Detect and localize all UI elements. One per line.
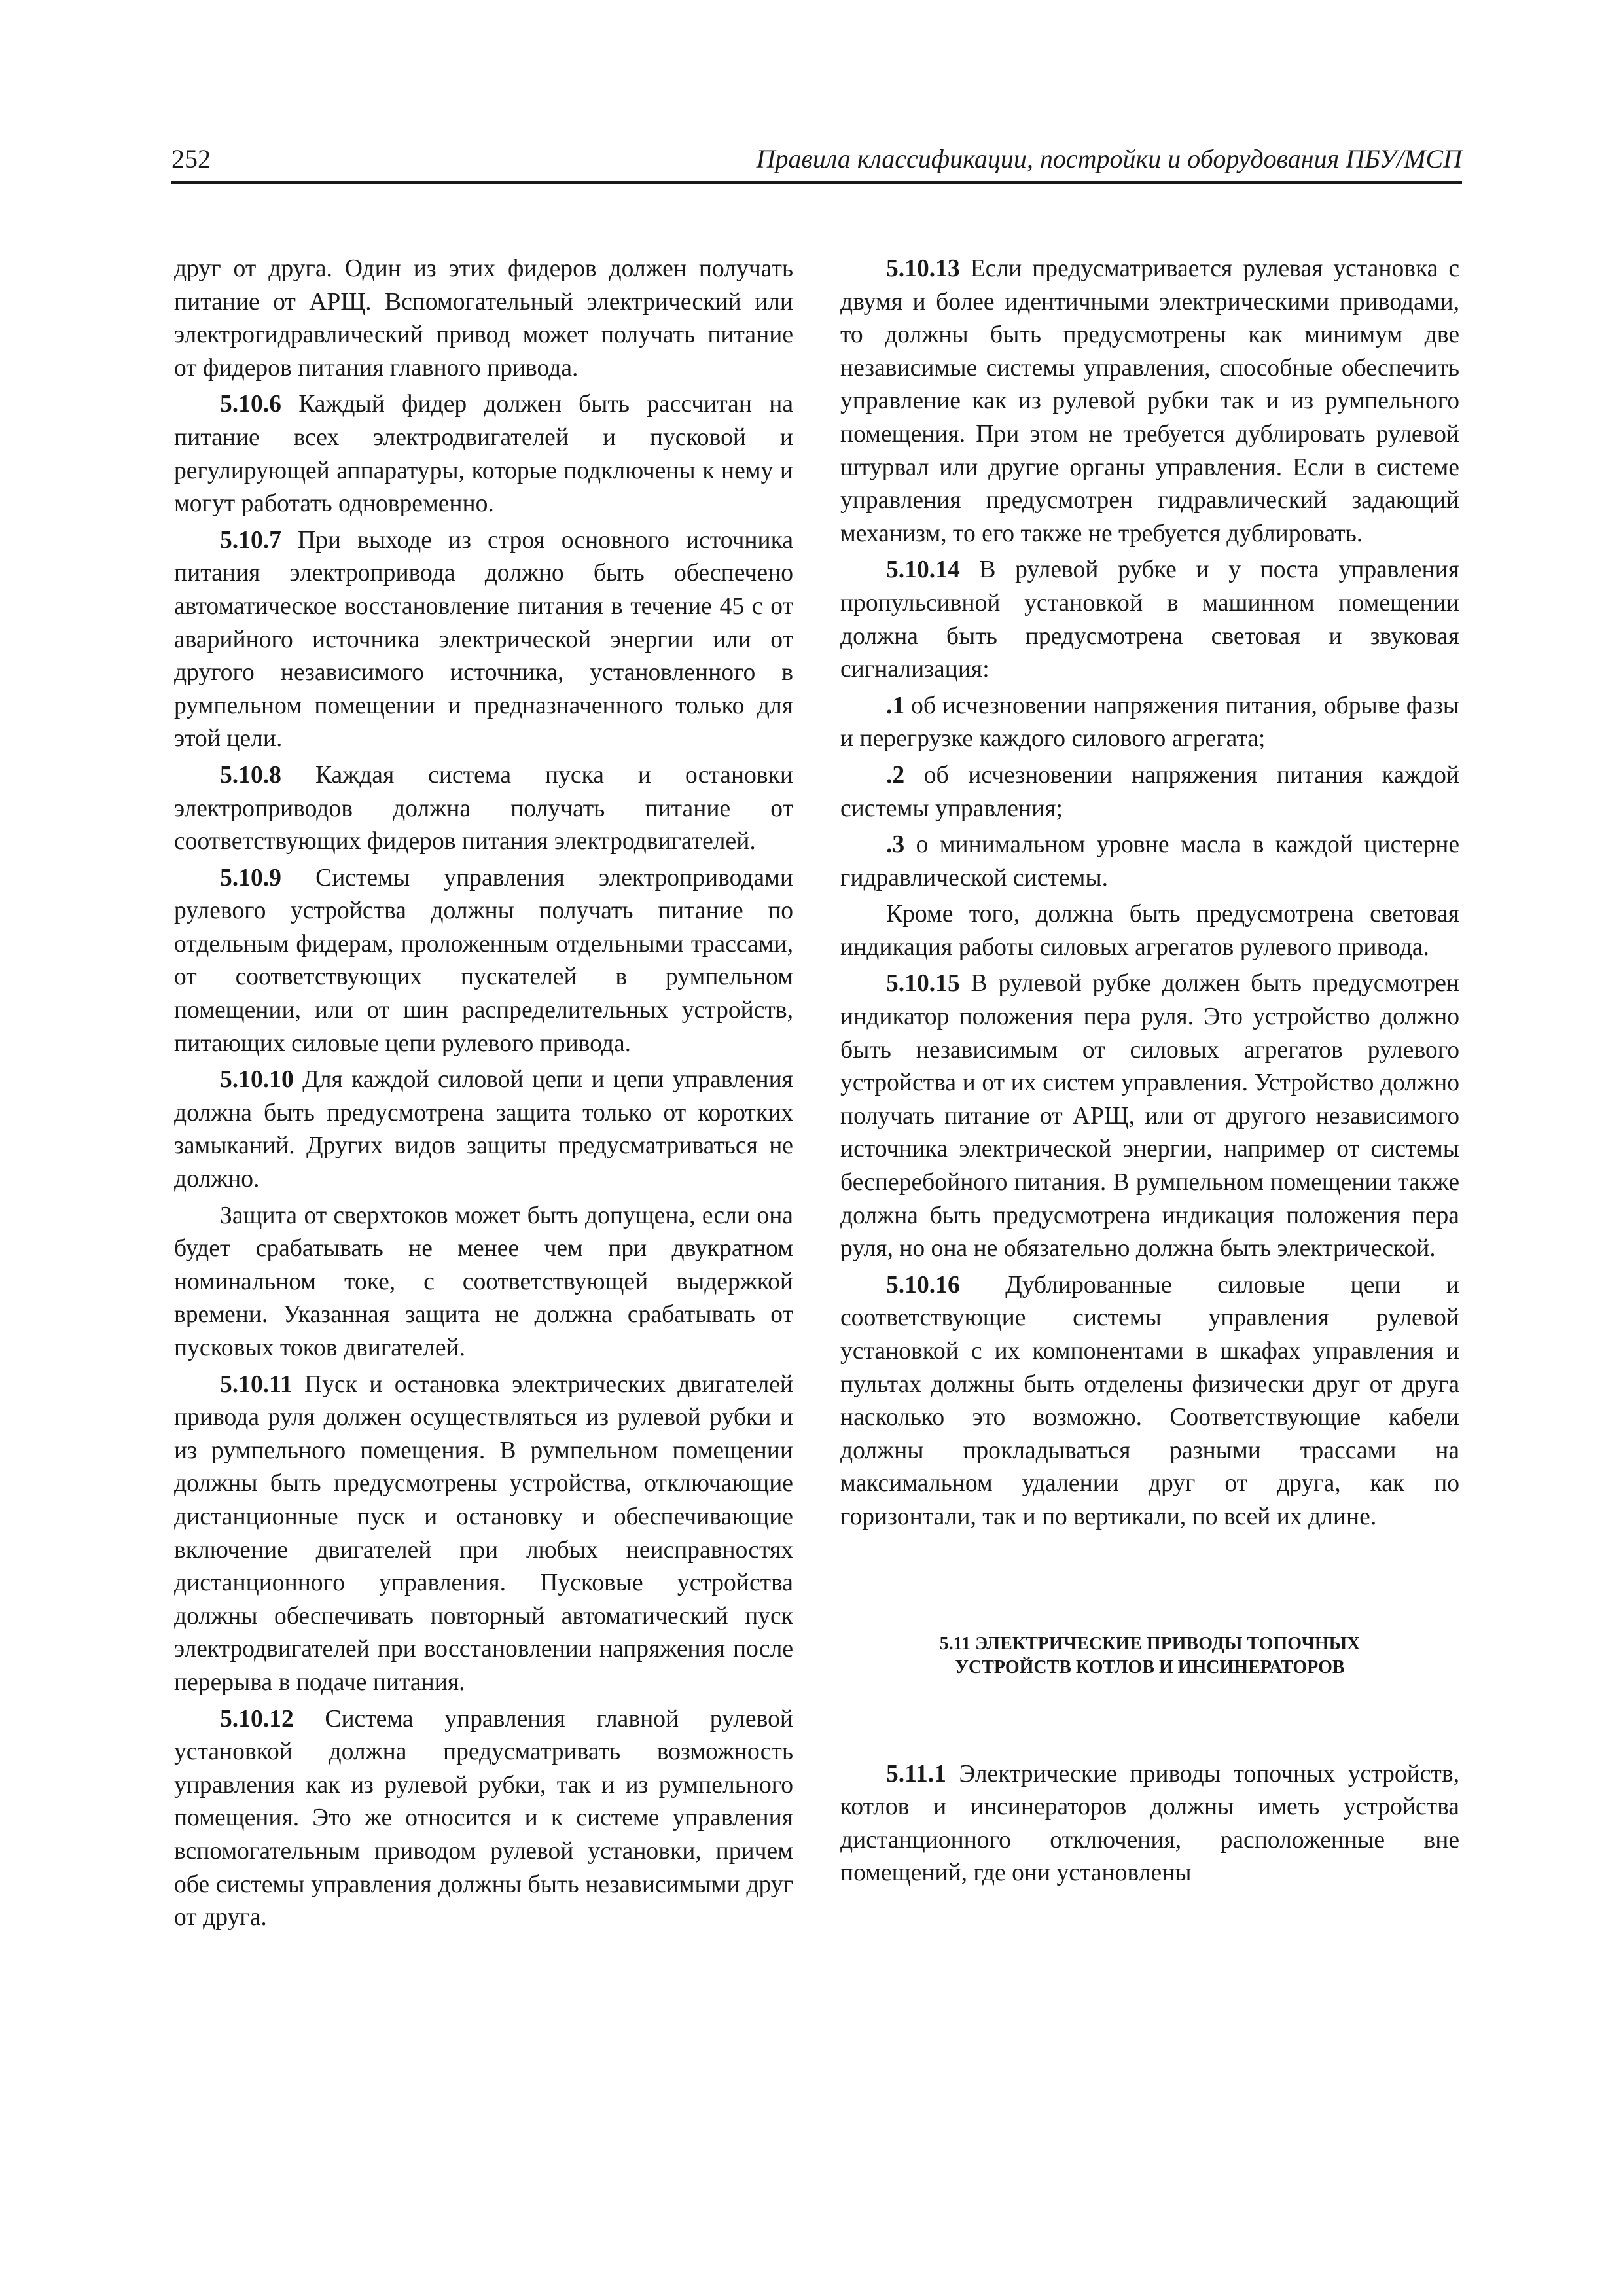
paragraph	[840, 1758, 1459, 1890]
list-item-text: об исчезновении напряжения питания, обрыве фазы и перегрузке каждого силового агрегата;	[840, 692, 1459, 753]
paragraph	[174, 862, 793, 1061]
clause-number: 5.10.15	[886, 970, 960, 997]
clause-number: 5.10.10	[220, 1066, 294, 1094]
list-item-number: .2	[886, 761, 905, 789]
running-title: Правила классификации, постройки и оборудования ПБУ/МСП	[756, 144, 1462, 173]
clause-number: 5.10.6	[220, 391, 281, 418]
paragraph-text: В рулевой рубке и у поста управления пропульсивной установкой в машинном помещении должна быть предусмотрена световая и звуковая сигнализация:	[840, 556, 1459, 683]
clause-number: 5.10.12	[220, 1705, 294, 1732]
list-item-text: о минимальном уровне масла в каждой цистерне гидравлической системы.	[840, 831, 1459, 891]
paragraph	[840, 1269, 1459, 1534]
list-item	[840, 829, 1459, 895]
paragraph-text: друг от друга. Один из этих фидеров должен получать питание от АРЩ. Вспомогательный электрический или электрогидравлический привод может получать питание от фидеров питания главного привода.	[174, 255, 793, 382]
list-item-text: об исчезновении напряжения питания каждой системы управления;	[840, 761, 1459, 822]
list-item-number: .1	[886, 692, 905, 719]
list-item	[840, 690, 1459, 756]
section-title	[840, 1632, 1459, 1679]
right-column	[840, 253, 1459, 1893]
list-item	[840, 759, 1459, 825]
paragraph	[174, 1703, 793, 1935]
section-title-line: УСТРОЙСТВ КОТЛОВ И ИНСИНЕРАТОРОВ	[955, 1657, 1345, 1677]
clause-number: 5.10.9	[220, 864, 281, 891]
paragraph	[840, 554, 1459, 686]
page-number: 252	[171, 144, 211, 173]
paragraph-text: Дублированные силовые цепи и соответствующие системы управления рулевой установкой с их компонентами в шкафах управления и пультах должны быть отделены физически друг от друга насколько это возможно. Соответствующие кабели должны прокладываться разными трассами на максимальном удалении друг от друга, как по горизонтали, так и по вертикали, по всей их длине.	[840, 1271, 1459, 1530]
section-title-line: 5.11 ЭЛЕКТРИЧЕСКИЕ ПРИВОДЫ ТОПОЧНЫХ	[939, 1633, 1361, 1654]
paragraph	[174, 253, 793, 385]
paragraph	[840, 898, 1459, 964]
paragraph	[840, 253, 1459, 550]
clause-number: 5.10.14	[886, 556, 960, 584]
paragraph-text: Системы управления электроприводами рулевого устройства должны получать питание по отдельным фидерам, проложенным отдельными трассами, от соответствующих пускателей в румпельном помещении, или от шин распределительных устройств, питающих силовые цепи рулевого привода.	[174, 864, 793, 1057]
paragraph-text: Если предусматривается рулевая установка с двумя и более идентичными электрическими приводами, то должны быть предусмотрены как минимум две независимые системы управления, способные обеспечить управление как из рулевой рубки так и из румпельного помещения. При этом не требуется дублировать рулевой штурвал или другие органы управления. Если в системе управления предусмотрен гидравлический задающий механизм, то его также не требуется дублировать.	[840, 255, 1459, 547]
paragraph	[174, 1064, 793, 1196]
paragraph-text: Кроме того, должна быть предусмотрена световая индикация работы силовых агрегатов рулевого привода.	[840, 901, 1459, 961]
paragraph-text: Система управления главной рулевой установкой должна предусматривать возможность управления как из рулевой рубки, так и из румпельного помещения. Это же относится и к системе управления вспомогательным приводом рулевой установки, причем обе системы управления должны быть независимыми друг от друга.	[174, 1705, 793, 1931]
clause-number: 5.10.11	[220, 1371, 293, 1398]
clause-number: 5.10.16	[886, 1271, 960, 1299]
paragraph	[174, 759, 793, 859]
paragraph-text: Для каждой силовой цепи и цепи управления должна быть предусмотрена защита только от коротких замыканий. Других видов защиты предусматриваться не должно.	[174, 1066, 793, 1193]
clause-number: 5.11.1	[886, 1760, 946, 1787]
paragraph	[840, 967, 1459, 1265]
paragraph	[174, 388, 793, 520]
page-header	[171, 143, 1462, 184]
clause-number: 5.10.13	[886, 255, 960, 282]
clause-number: 5.10.8	[220, 761, 281, 789]
list-item-number: .3	[886, 831, 905, 859]
paragraph-text: В рулевой рубке должен быть предусмотрен индикатор положения пера руля. Это устройство должно быть независимым от силовых агрегатов рулевого устройства и от их систем управления. Устройство должно получать питание от АРЩ, или от другого независимого источника электрической энергии, например от системы бесперебойного питания. В румпельном помещении также должна быть предусмотрена индикация положения пера руля, но она не обязательно должна быть электрической.	[840, 970, 1459, 1263]
paragraph-text: Пуск и остановка электрических двигателей привода руля должен осуществляться из рулевой рубки и из румпельного помещения. В румпельном помещении должны быть предусмотрены устройства, отключающие дистанционные пуск и остановку и обеспечивающие включение двигателей при любых неисправностях дистанционного управления. Пусковые устройства должны обеспечивать повторный автоматический пуск электродвигателей при восстановлении напряжения после перерыва в подаче питания.	[174, 1371, 793, 1696]
paragraph-text: Каждый фидер должен быть рассчитан на питание всех электродвигателей и пусковой и регулирующей аппаратуры, которые подключены к нему и могут работать одновременно.	[174, 391, 793, 518]
paragraph	[174, 1369, 793, 1700]
paragraph-text: При выходе из строя основного источника питания электропривода должно быть обеспечено автоматическое восстановление питания в течение 45 с от аварийного источника электрической энергии или от другого независимого источника, установленного в румпельном помещении и предназначенного только для этой цели.	[174, 526, 793, 753]
clause-number: 5.10.7	[220, 526, 281, 554]
left-column	[174, 253, 793, 1938]
paragraph	[174, 1200, 793, 1365]
paragraph-text: Каждая система пуска и остановки электроприводов должна получать питание от соответствующих фидеров питания электродвигателей.	[174, 761, 793, 855]
paragraph-text: Защита от сверхтоков может быть допущена, если она будет срабатывать не менее чем при двукратном номинальном токе, с соответствующей выдержкой времени. Указанная защита не должна срабатывать от пусковых токов двигателей.	[174, 1202, 793, 1361]
paragraph	[174, 524, 793, 756]
paragraph-text: Электрические приводы топочных устройств, котлов и инсинераторов должны иметь устройства дистанционного отключения, расположенные вне помещений, где они установлены	[840, 1760, 1459, 1887]
